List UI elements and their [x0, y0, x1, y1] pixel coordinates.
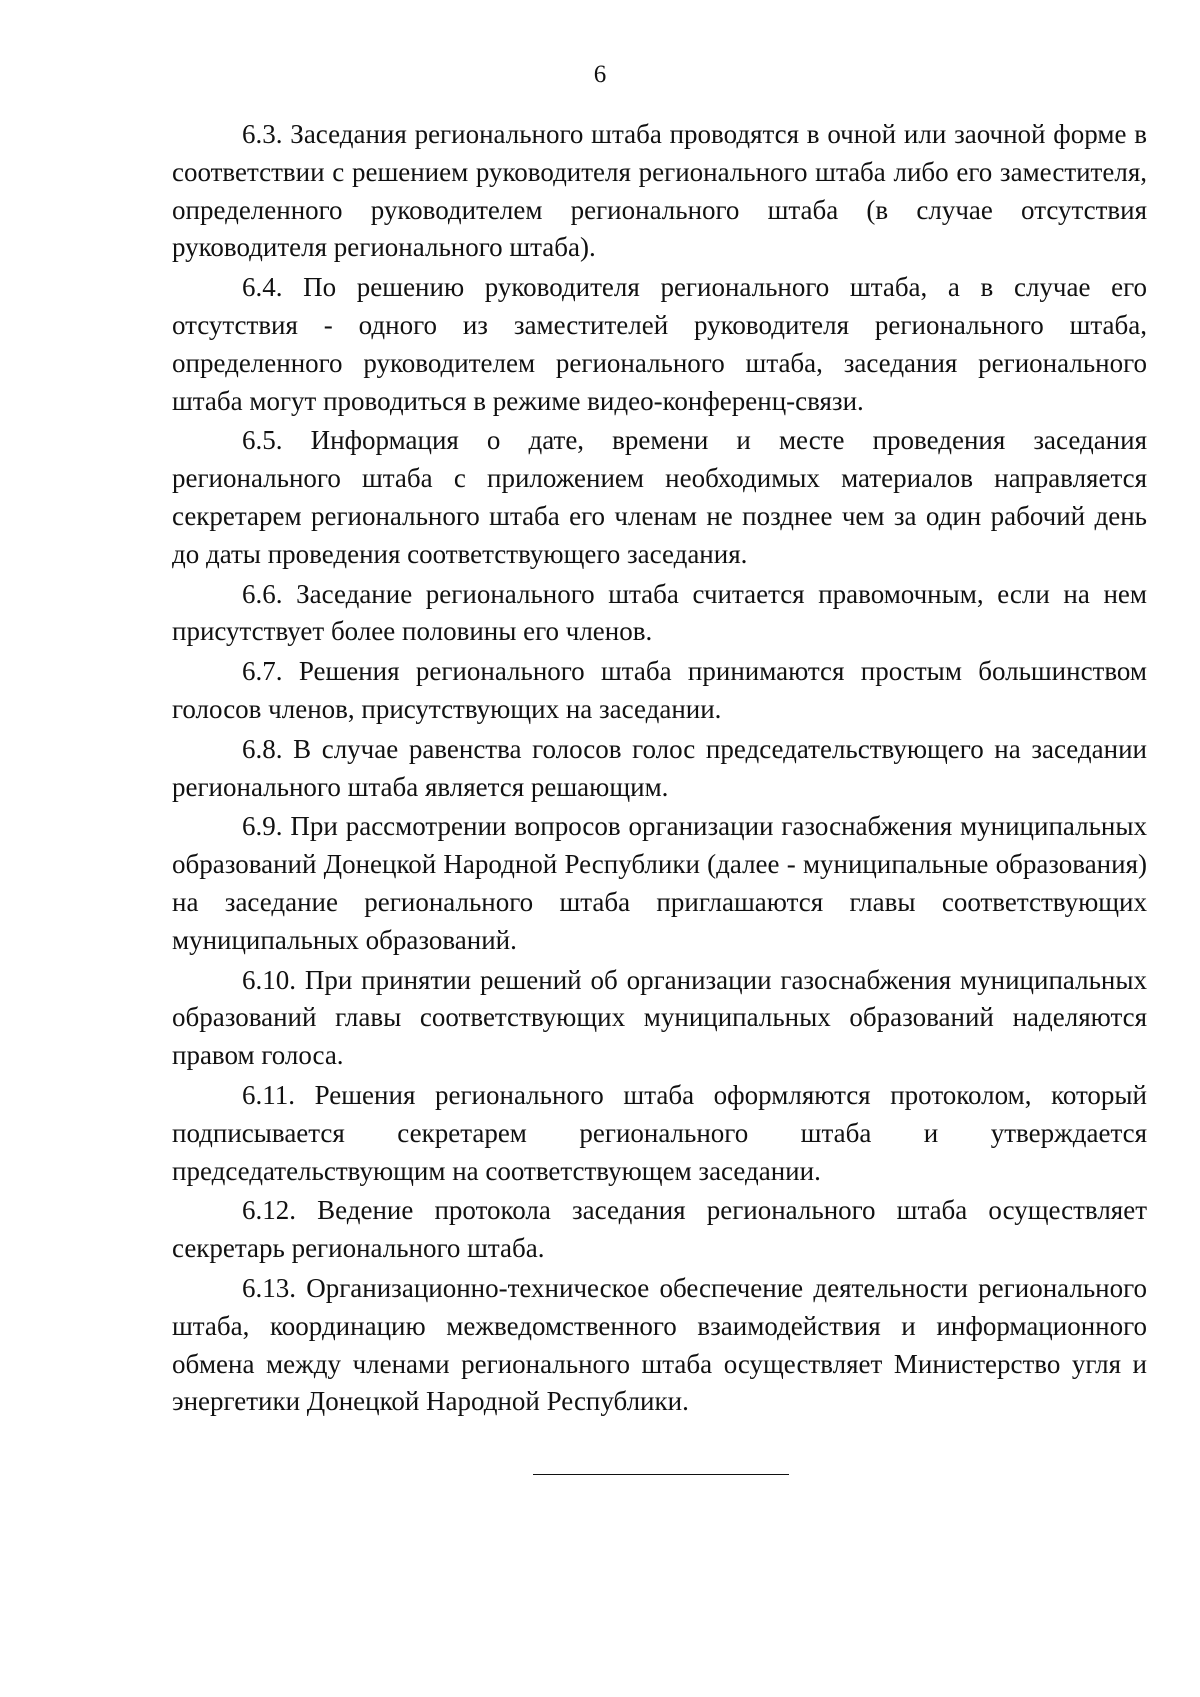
paragraph-6-7: 6.7. Решения регионального штаба принимаются простым большинством голосов членов, присутствующих на заседании.	[172, 656, 1147, 724]
paragraph-6-11: 6.11. Решения регионального штаба оформляются протоколом, который подписывается секретарем регионального штаба и утверждается председательствующим на соответствующем заседании.	[172, 1079, 1147, 1186]
paragraph-6-6: 6.6. Заседание регионального штаба считается правомочным, если на нем присутствует более половины его членов.	[172, 578, 1147, 647]
paragraph-6-12: 6.12. Ведение протокола заседания регионального штаба осуществляет секретарь регионального штаба.	[172, 1195, 1147, 1264]
paragraph-6-13: 6.13. Организационно-техническое обеспечение деятельности регионального штаба, координацию межведомственного взаимодействия и информационного обмена между членами регионального штаба осуществляет Министерство угля и энергетики Донецкой Народной Республики.	[172, 1272, 1147, 1417]
paragraph-6-8: 6.8. В случае равенства голосов голос председательствующего на заседании регионального штаба является решающим.	[172, 733, 1147, 802]
paragraph-6-3: 6.3. Заседания регионального штаба проводятся в очной или заочной форме в соответствии с решением руководителя регионального штаба либо его заместителя, определенного руководителем регионального штаба (в случае отсутствия руководителя регионального штаба).	[172, 119, 1147, 263]
paragraph-6-5: 6.5. Информация о дате, времени и месте проведения заседания регионального штаба с приложением необходимых материалов направляется секретарем регионального штаба его членам не позднее чем за один рабочий день до даты проведения соответствующего заседания.	[172, 425, 1147, 569]
page-number: 6	[593, 61, 607, 88]
paragraph-6-9: 6.9. При рассмотрении вопросов организации газоснабжения муниципальных образований Донецкой Народной Республики (далее - муниципальные образования) на заседание регионального штаба приглашаются главы соответствующих муниципальных образований.	[172, 811, 1147, 955]
paragraph-6-10: 6.10. При принятии решений об организации газоснабжения муниципальных образований главы соответствующих муниципальных образований наделяются правом голоса.	[172, 964, 1147, 1071]
paragraph-6-4: 6.4. По решению руководителя регионального штаба, а в случае его отсутствия - одного из заместителей руководителя регионального штаба, определенного руководителем регионального штаба, заседания регионального штаба могут проводиться в режиме видео-конференц-связи.	[172, 272, 1147, 416]
document-body	[172, 116, 1147, 1423]
end-of-document-rule	[533, 1474, 789, 1475]
